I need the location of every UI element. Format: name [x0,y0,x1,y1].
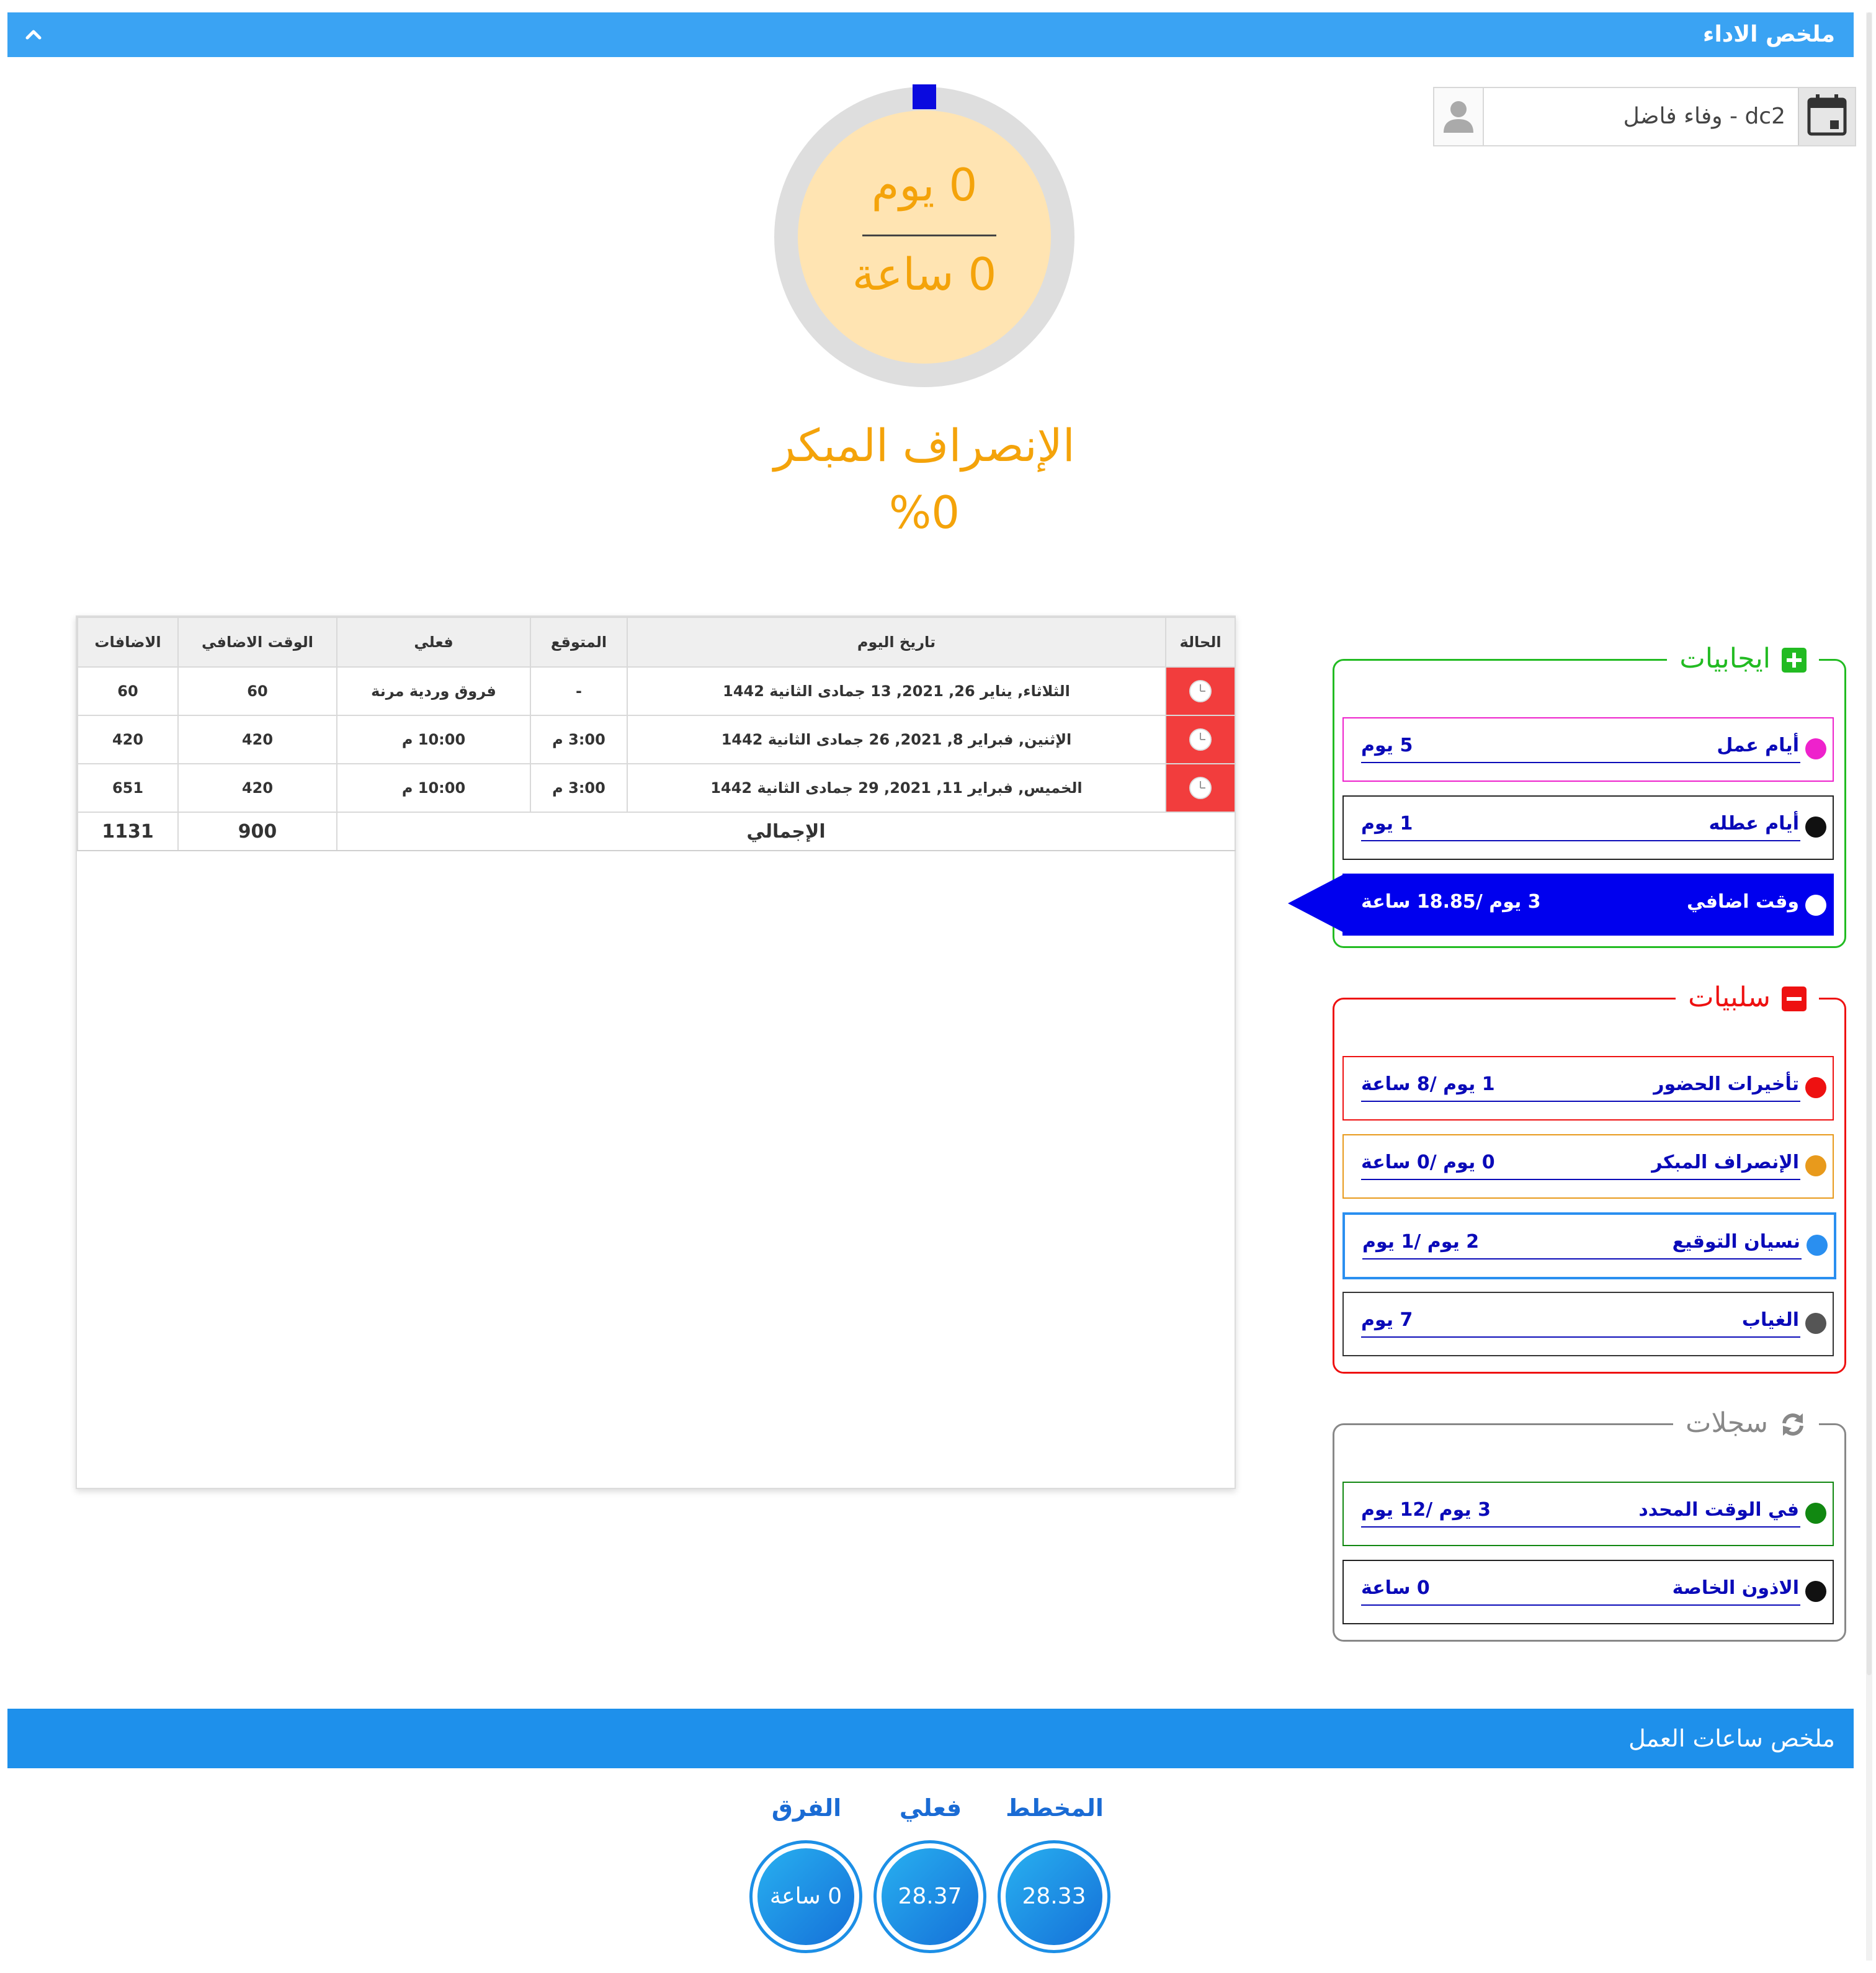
plus-icon [1782,648,1807,673]
stat-value[interactable]: 2 يوم /1 يوم [1362,1231,1480,1253]
cell-expected: 3:00 م [530,764,627,812]
link-underline [1361,1101,1800,1102]
actual-value: 28.37 [882,1848,978,1945]
status-cell[interactable] [1166,715,1235,764]
cell-date: الثلاثاء, يناير 26, 2021, 13 جمادى الثانية 1442 [627,667,1166,715]
stat-label[interactable]: الإنصراف المبكر [1651,1152,1799,1173]
link-underline [1361,1604,1800,1606]
records-legend [1673,1407,1819,1439]
cell-actual: 10:00 م [337,764,530,812]
stat-value[interactable]: 7 يوم [1361,1309,1413,1331]
donut-title: الإنصراف المبكر [774,419,1075,472]
refresh-icon [1779,1411,1807,1438]
status-dot [1805,816,1826,838]
total-additions: 1131 [78,812,178,851]
donut-hours: 0 ساعة [852,248,997,300]
cell-expected: 3:00 م [530,715,627,764]
status-dot [1807,1235,1828,1256]
stat-label[interactable]: الاذون الخاصة [1672,1577,1799,1599]
cell-overtime: 420 [178,715,337,764]
cell-actual: فروق وردية مرنة [337,667,530,715]
attendance-table-card [76,615,1236,1489]
link-underline [1361,762,1800,763]
calendar-button[interactable] [1798,88,1855,145]
donut-percent: %0 [888,486,960,539]
stat-value[interactable]: 5 يوم [1361,735,1413,756]
table-row[interactable] [78,667,1235,715]
stat-label[interactable]: الغياب [1741,1309,1799,1331]
actual-circle [873,1840,986,1953]
cell-actual: 10:00 م [337,715,530,764]
stat-row-work-days[interactable] [1342,717,1834,782]
col-header-date[interactable]: تاريخ اليوم [627,617,1166,667]
planned-label: المخطط [1006,1794,1104,1822]
scrollbar-thumb[interactable] [1867,12,1872,1675]
status-dot [1805,1155,1826,1176]
link-underline [1362,1258,1802,1259]
stat-value[interactable]: 3 يوم /12 يوم [1361,1499,1491,1521]
donut-days: 0 يوم [871,159,978,211]
clock-icon [1188,679,1213,704]
header-title: ملخص الاداء [1703,22,1835,47]
table-header-row [78,617,1235,667]
link-underline [1361,1179,1800,1180]
stat-label[interactable]: في الوقت المحدد [1638,1499,1799,1521]
table-row[interactable] [78,715,1235,764]
stat-value[interactable]: 0 ساعة [1361,1577,1430,1599]
stat-row-early-leave[interactable] [1342,1134,1834,1199]
clock-icon [1188,776,1213,800]
cell-additions: 651 [78,764,178,812]
work-hours-summary-header[interactable] [7,1709,1854,1768]
early-leave-donut [774,87,1074,387]
donut-center [798,110,1051,364]
chevron-up-icon[interactable] [21,22,46,47]
avatar [1434,88,1484,145]
negatives-title: سلبيات [1688,982,1771,1013]
stat-row-on-time[interactable] [1342,1482,1834,1546]
status-dot [1805,738,1826,759]
status-cell[interactable] [1166,667,1235,715]
stat-row-special-permissions[interactable] [1342,1560,1834,1624]
table-total-row [78,812,1235,851]
status-dot [1805,1503,1826,1524]
stat-row-late-arrivals[interactable] [1342,1056,1834,1121]
stat-label[interactable]: وقت اضافي [1686,891,1799,913]
link-underline [1361,1526,1800,1528]
donut-progress-marker [913,84,936,109]
cell-overtime: 60 [178,667,337,715]
performance-summary-header[interactable] [7,12,1854,57]
negatives-legend [1676,982,1819,1013]
col-header-expected[interactable]: المتوقع [530,617,627,667]
cell-expected: - [530,667,627,715]
cell-date: الخميس, فبراير 11, 2021, 29 جمادى الثانية 1442 [627,764,1166,812]
total-label: الإجمالي [337,812,1235,851]
diff-value: 0 ساعة [757,1848,854,1945]
minus-icon [1782,986,1807,1011]
stat-value[interactable]: 0 يوم /0 ساعة [1361,1152,1495,1173]
actual-label: فعلي [899,1794,962,1822]
col-header-status[interactable]: الحالة [1166,617,1235,667]
stat-label[interactable]: أيام عطله [1708,813,1799,834]
stat-label[interactable]: أيام عمل [1717,735,1799,756]
stat-label[interactable]: تأخيرات الحضور [1653,1073,1799,1095]
stat-row-holidays[interactable] [1342,795,1834,860]
records-title: سجلات [1686,1407,1768,1439]
cell-overtime: 420 [178,764,337,812]
stat-label[interactable]: نسيان التوقيع [1672,1231,1800,1253]
positives-title: ايجابيات [1679,643,1771,674]
table-row[interactable] [78,764,1235,812]
stat-value[interactable]: 1 يوم [1361,813,1413,834]
status-dot [1805,895,1826,916]
stat-value[interactable]: 1 يوم /8 ساعة [1361,1073,1495,1095]
planned-circle [998,1840,1110,1953]
total-overtime: 900 [178,812,337,851]
positives-legend [1667,643,1819,674]
diff-circle [749,1840,862,1953]
col-header-additions[interactable]: الاضافات [78,617,178,667]
link-underline [1361,1336,1800,1338]
stat-row-forgot-signin[interactable] [1342,1212,1836,1279]
col-header-overtime[interactable]: الوقت الاضافي [178,617,337,667]
planned-value: 28.33 [1006,1848,1102,1945]
calendar-icon [1799,88,1855,145]
employee-selector[interactable] [1433,87,1856,146]
active-row-pointer [1288,874,1345,933]
link-underline [1361,840,1800,841]
user-icon [1434,88,1483,145]
status-dot [1805,1077,1826,1098]
stat-value[interactable]: 3 يوم /18.85 ساعة [1361,891,1541,913]
col-header-actual[interactable]: فعلي [337,617,530,667]
diff-label: الفرق [771,1794,842,1822]
cell-additions: 420 [78,715,178,764]
donut-divider [862,235,996,236]
status-cell[interactable] [1166,764,1235,812]
employee-name: dc2 - وفاء فاضل [1623,104,1785,129]
cell-additions: 60 [78,667,178,715]
status-dot [1805,1581,1826,1602]
stat-row-overtime[interactable] [1342,874,1834,936]
attendance-table [77,617,1236,851]
status-dot [1805,1313,1826,1334]
cell-date: الإثنين, فبراير 8, 2021, 26 جمادى الثانية 1442 [627,715,1166,764]
stat-row-absence[interactable] [1342,1292,1834,1356]
clock-icon [1188,727,1213,752]
work-hours-title: ملخص ساعات العمل [1628,1725,1835,1752]
